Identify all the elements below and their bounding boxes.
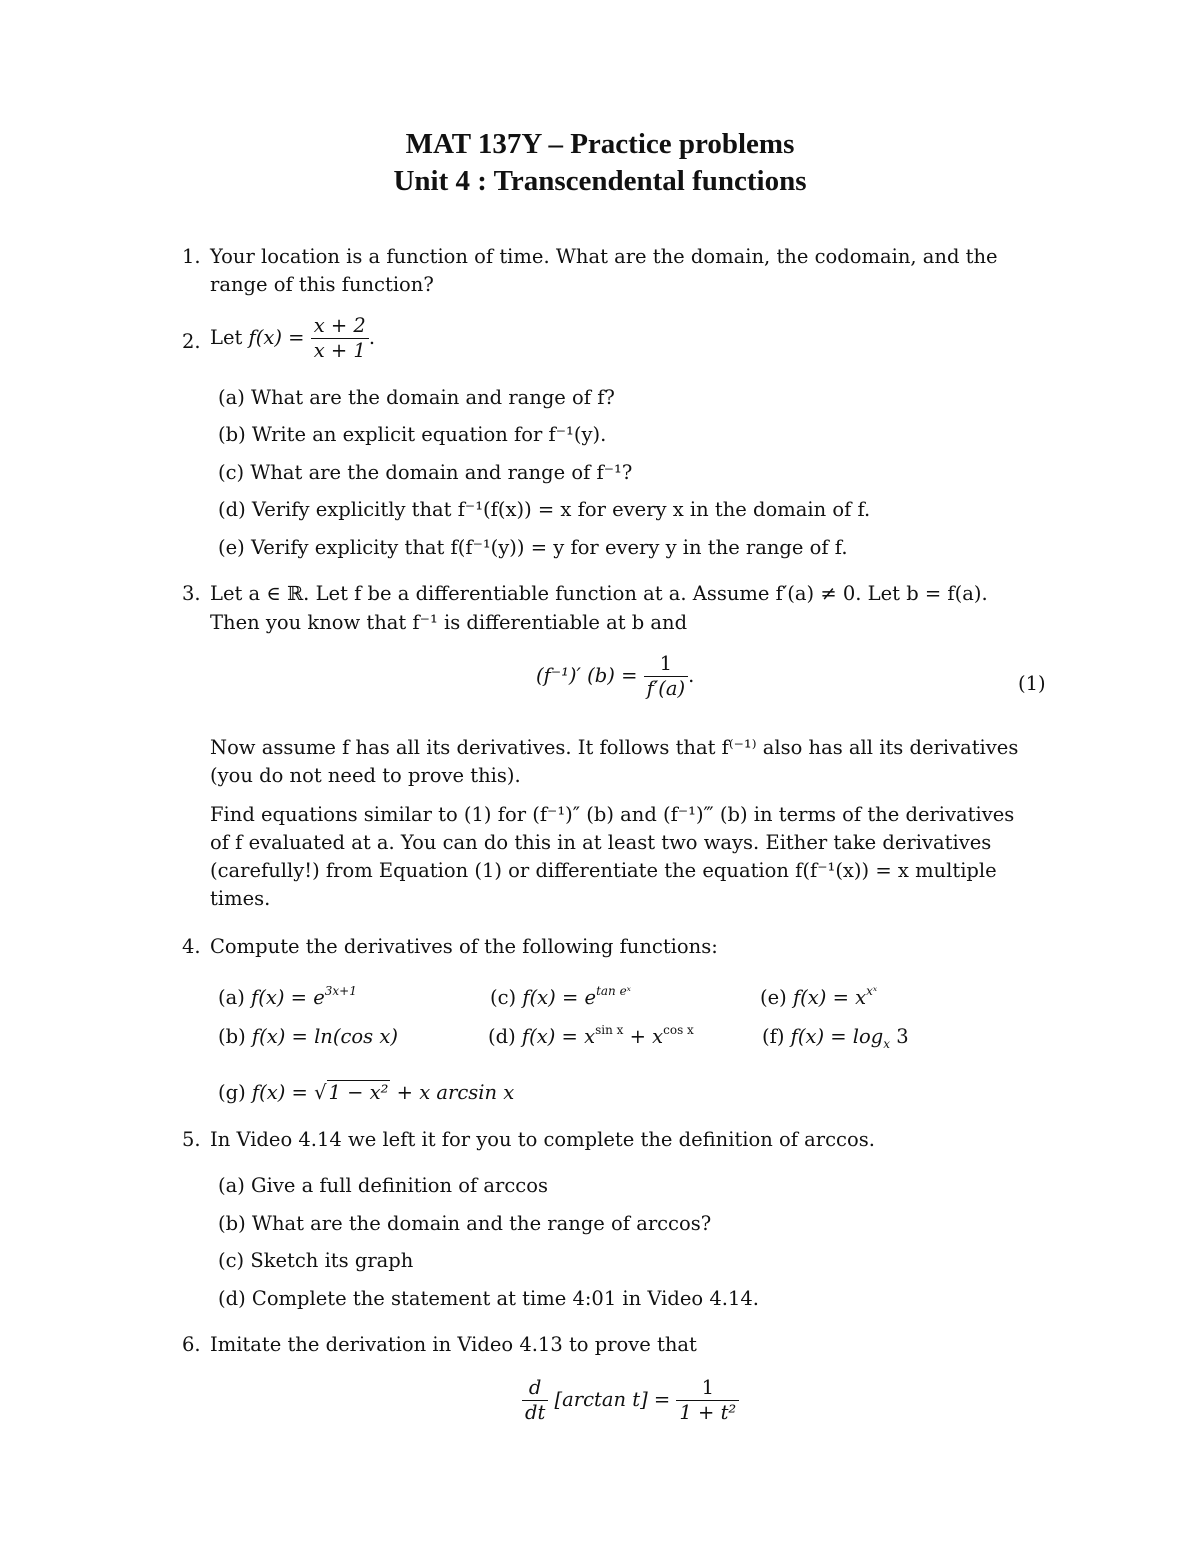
problem-4d-base-1: f(x) = x [521, 1025, 596, 1048]
equation-1-number: (1) [1018, 672, 1046, 695]
problem-4a-label: (a) [218, 986, 245, 1009]
problem-2-definition: Let f(x) = $\frac{x + 2}{x + 1}$ . [210, 314, 376, 362]
equation-arctan-result [676, 1376, 739, 1425]
equation-1-denominator: f′(a) [646, 677, 686, 700]
problem-4e-exponent: xˣ [866, 984, 878, 998]
problem-5-number: 5. [182, 1128, 201, 1151]
problem-4c-base: f(x) = e [522, 986, 597, 1009]
problem-3-line-5: Find equations similar to (1) for (f⁻¹)″ (b) and (f⁻¹)‴ (b) in terms of the derivatives [210, 803, 1015, 826]
problem-4e [760, 984, 877, 1014]
problem-3-line-8: times. [210, 887, 271, 910]
equation-arctan-d-denominator: dt [525, 1401, 546, 1424]
problem-4f-label: (f) [762, 1025, 785, 1048]
problem-6-number: 6. [182, 1333, 201, 1356]
problem-5b: (b) What are the domain and the range of arccos? [218, 1212, 712, 1235]
problem-2c: (c) What are the domain and range of f⁻¹? [218, 461, 633, 484]
page-title: MAT 137Y – Practice problems [405, 128, 795, 160]
problem-5-intro: In Video 4.14 we left it for you to complete the definition of arccos. [210, 1128, 875, 1151]
problem-2-let: Let [210, 326, 243, 349]
equation-1-fraction [644, 652, 689, 701]
problem-2-fraction [311, 314, 369, 363]
problem-4d-label: (d) [488, 1025, 516, 1048]
problem-4g-radicand: 1 − x² [328, 1081, 389, 1104]
equation-arctan [522, 1376, 739, 1425]
problem-1-number: 1. [182, 245, 201, 268]
equation-arctan-d-numerator: d [522, 1376, 548, 1401]
problem-4g-tail: + x arcsin x [390, 1081, 515, 1104]
problem-3-line-3: Now assume f has all its derivatives. It follows that f⁽⁻¹⁾ also has all its derivatives [210, 736, 1019, 759]
problem-4-number: 4. [182, 935, 201, 958]
problem-1-line-2: range of this function? [210, 273, 434, 296]
problem-4-intro: Compute the derivatives of the following functions: [210, 935, 718, 958]
equation-1-numerator: 1 [644, 652, 689, 677]
equation-1-lhs: (f⁻¹)′ (b) = [536, 664, 638, 687]
problem-2-fx: f(x) = [248, 326, 305, 349]
problem-4a [218, 984, 357, 1014]
problem-4c-label: (c) [490, 986, 517, 1009]
problem-1-line-1: Your location is a function of time. What are the domain, the codomain, and the [210, 245, 998, 268]
problem-3-line-2: Then you know that f⁻¹ is differentiable at b and [210, 611, 688, 634]
problem-4b-label: (b) [218, 1025, 246, 1048]
problem-4g-prefix: f(x) = √ [251, 1081, 327, 1104]
problem-5c: (c) Sketch its graph [218, 1249, 414, 1272]
problem-4f [762, 1023, 909, 1058]
problem-2e: (e) Verify explicity that f(f⁻¹(y)) = y for every y in the range of f. [218, 536, 848, 559]
problem-4g [218, 1079, 514, 1107]
problem-4e-label: (e) [760, 986, 787, 1009]
problem-4d-plus: + x [623, 1025, 664, 1048]
problem-5a: (a) Give a full definition of arccos [218, 1174, 548, 1197]
problem-4b [218, 1023, 398, 1051]
problem-3-line-1: Let a ∈ ℝ. Let f be a differentiable function at a. Assume f′(a) ≠ 0. Let b = f(a). [210, 582, 988, 605]
equation-arctan-bracket: [arctan t] = [554, 1388, 671, 1411]
problem-4c [490, 984, 631, 1014]
problem-2-denominator: x + 1 [313, 339, 366, 362]
problem-2d: (d) Verify explicitly that f⁻¹(f(x)) = x for every x in the domain of f. [218, 498, 871, 521]
problem-6-intro: Imitate the derivation in Video 4.13 to prove that [210, 1333, 697, 1356]
problem-4a-base: f(x) = e [251, 986, 325, 1009]
problem-4f-subscript: x [883, 1036, 891, 1051]
problem-2a: (a) What are the domain and range of f? [218, 386, 615, 409]
problem-4b-expression: f(x) = ln(cos x) [251, 1025, 398, 1048]
problem-2-numerator: x + 2 [311, 314, 369, 339]
problem-4f-base: f(x) = log [790, 1025, 884, 1048]
problem-3-line-6: of f evaluated at a. You can do this in at least two ways. Either take derivatives [210, 831, 992, 854]
problem-3-line-7: (carefully!) from Equation (1) or differentiate the equation f(f⁻¹(x)) = x multiple [210, 859, 997, 882]
problem-4e-base: f(x) = x [792, 986, 867, 1009]
problem-4d-exponent-1: sin x [595, 1023, 624, 1037]
equation-arctan-derivative [522, 1376, 548, 1425]
problem-4f-tail: 3 [890, 1025, 909, 1048]
equation-1: (f⁻¹)′ (b) = $\frac{1}{f'(a)}$ . [536, 652, 695, 700]
problem-3-number: 3. [182, 582, 201, 605]
problem-4d [488, 1023, 694, 1053]
page-subtitle: Unit 4 : Transcendental functions [393, 165, 807, 197]
problem-3-line-4: (you do not need to prove this). [210, 764, 521, 787]
problem-4c-exponent: tan eˣ [596, 984, 631, 998]
problem-5d: (d) Complete the statement at time 4:01 in Video 4.14. [218, 1287, 759, 1310]
problem-4a-exponent: 3x+1 [324, 984, 357, 998]
equation-arctan-numerator: 1 [676, 1376, 739, 1401]
problem-4d-exponent-2: cos x [663, 1023, 694, 1037]
equation-arctan-denominator: 1 + t² [679, 1401, 737, 1424]
problem-2-number: 2. [182, 330, 201, 353]
problem-2b: (b) Write an explicit equation for f⁻¹(y). [218, 423, 607, 446]
problem-4g-label: (g) [218, 1081, 246, 1104]
